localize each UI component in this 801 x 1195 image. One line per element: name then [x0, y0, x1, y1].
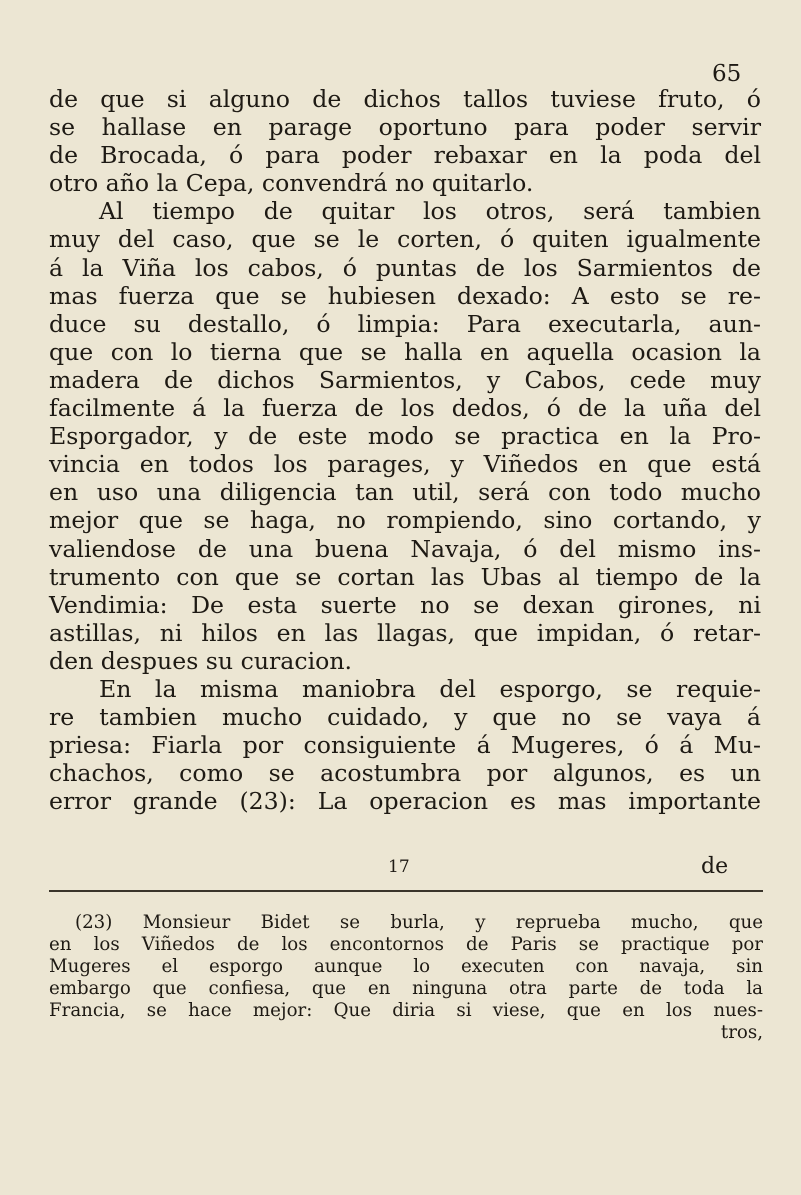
text-line: facilmente á la fuerza de los dedos, ó de la uña del: [49, 394, 761, 423]
text-line: Esporgador, y de este modo se practica en la Pro-: [49, 422, 761, 451]
text-line: mas fuerza que se hubiesen dexado: A esto se re-: [49, 281, 761, 310]
text-line: vincia en todos los parages, y Viñedos en que está: [49, 450, 761, 479]
footnote-line: Mugeres el esporgo aunque lo executen con navaja, sin: [49, 956, 763, 977]
text-line: Vendimia: De esta suerte no se dexan girones, ni: [49, 590, 761, 619]
footnote-line: (23) Monsieur Bidet se burla, y reprueba mucho, que: [75, 912, 763, 933]
text-line: que con lo tierna que se halla en aquella ocasion la: [49, 337, 761, 366]
footnote-line: en los Viñedos de los encontornos de Paris se practique por: [49, 934, 763, 955]
text-line: muy del caso, que se le corten, ó quiten igualmente: [49, 225, 761, 254]
text-line: mejor que se haga, no rompiendo, sino cortando, y: [49, 506, 761, 535]
paragraph-1: [49, 85, 761, 197]
text-line: se hallase en parage oportuno para poder servir: [49, 113, 761, 142]
text-line: en uso una diligencia tan util, será con todo mucho: [49, 478, 761, 507]
footnote-line: embargo que confiesa, que en ninguna otra parte de toda la: [49, 978, 763, 999]
text-line: de que si alguno de dichos tallos tuviese fruto, ó: [49, 85, 761, 113]
text-line: error grande (23): La operacion es mas importante: [49, 787, 761, 816]
paragraph-3: [49, 675, 761, 815]
text-line: á la Viña los cabos, ó puntas de los Sarmientos de: [49, 253, 761, 282]
page-number: 65: [712, 61, 742, 87]
footnote-line: Francia, se hace mejor: Que diria si viese, que en los nues-: [49, 1000, 763, 1021]
text-line: re tambien mucho cuidado, y que no se vaya á: [49, 703, 761, 732]
footnote-rule: [49, 890, 763, 892]
text-line: duce su destallo, ó limpia: Para executarla, aun-: [49, 309, 761, 338]
body-text: [49, 85, 761, 815]
paragraph-2: [49, 197, 761, 675]
text-line: trumento con que se cortan las Ubas al tiempo de la: [49, 562, 761, 591]
text-line: de Brocada, ó para poder rebaxar en la poda del: [49, 141, 761, 170]
footnote-catchword: tros,: [720, 1022, 763, 1043]
footnote: [49, 912, 763, 1044]
text-line: otro año la Cepa, convendrá no quitarlo.: [49, 169, 534, 198]
text-line: astillas, ni hilos en las llagas, que impidan, ó retar-: [49, 618, 761, 647]
catchword: de: [701, 854, 729, 879]
text-line: En la misma maniobra del esporgo, se requie-: [99, 674, 761, 703]
text-line: priesa: Fiarla por consiguiente á Mugeres, ó á Mu-: [49, 731, 761, 760]
text-line: madera de dichos Sarmientos, y Cabos, cede muy: [49, 365, 761, 394]
text-line: valiendose de una buena Navaja, ó del mismo ins-: [49, 534, 761, 563]
text-line: chachos, como se acostumbra por algunos, es un: [49, 759, 761, 788]
signature-mark: 17: [388, 857, 410, 877]
text-line: Al tiempo de quitar los otros, será tambien: [99, 197, 761, 226]
text-line: den despues su curacion.: [49, 646, 353, 675]
